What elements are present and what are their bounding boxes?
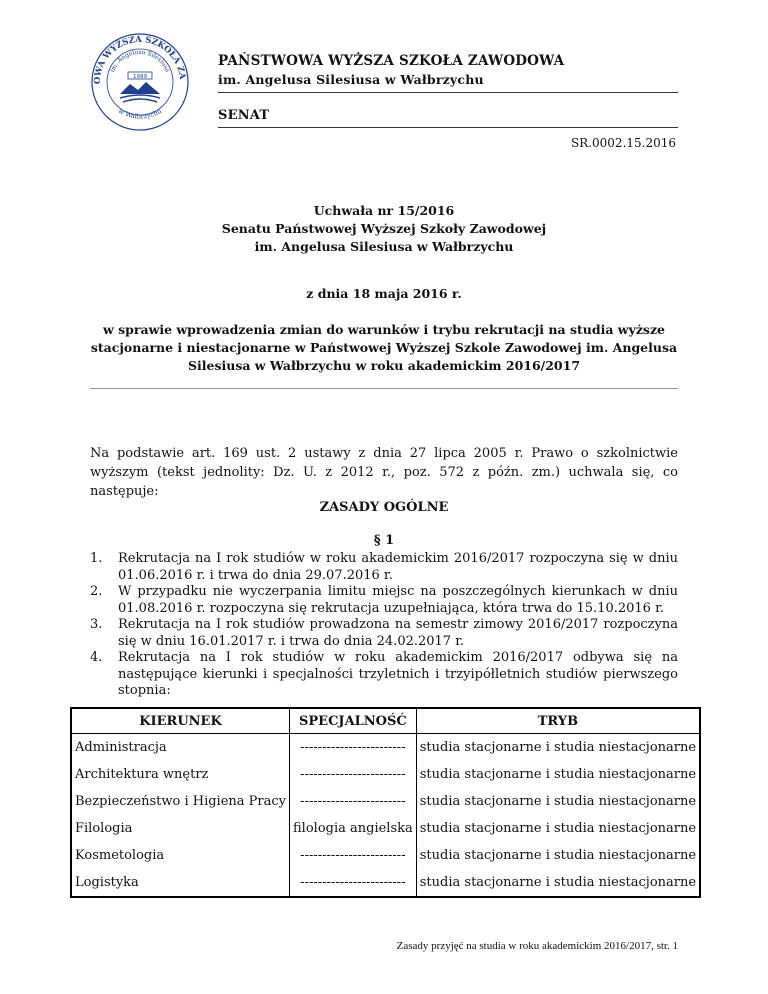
list-item-text: Rekrutacja na I rok studiów prowadzona na semestr zimowy 2016/2017 rozpoczyna się w dniu 16.01.2017 r. i trwa do dnia 24.02.2017 r. <box>118 617 678 649</box>
rules-list <box>90 551 678 700</box>
cell-kierunek: Architektura wnętrz <box>71 761 290 788</box>
list-item-text: W przypadku nie wyczerpania limitu miejsc na poszczególnych kierunkach w dniu 01.08.2016 r. rozpoczyna się rekrutacja uzupełniająca, która trwa do 15.10.2016 r. <box>118 584 678 616</box>
section-title: ZASADY OGÓLNE <box>319 500 449 515</box>
logo-year: 1999 <box>133 74 147 80</box>
page-footer: Zasady przyjęć na studia w roku akademickim 2016/2017, str. 1 <box>396 940 678 952</box>
logo-inner-text: im. Angelusa Silesiusa <box>108 48 172 74</box>
cell-specjalnosc: ------------------------ <box>290 842 417 869</box>
table-row <box>71 788 700 815</box>
cell-tryb: studia stacjonarne i studia niestacjonarne <box>416 761 700 788</box>
svg-text:w Wałbrzychu <box>117 107 163 121</box>
header-divider <box>218 92 678 93</box>
school-logo <box>90 32 190 132</box>
table-row <box>71 815 700 842</box>
programs-table <box>70 707 701 898</box>
resolution-title: Uchwała nr 15/2016 <box>313 203 455 218</box>
cell-kierunek: Bezpieczeństwo i Higiena Pracy <box>71 788 290 815</box>
logo-outer-text: OWA WYŻSZA SZKOŁA ZA <box>92 34 187 85</box>
senat-divider <box>218 127 678 128</box>
school-patron: im. Angelusa Silesiusa w Wałbrzychu <box>218 72 484 87</box>
table-row <box>71 761 700 788</box>
resolution-subject-line2: stacjonarne i niestacjonarne w Państwowej Wyższej Szkole Zawodowej im. Angelusa <box>90 340 678 355</box>
cell-kierunek: Kosmetologia <box>71 842 290 869</box>
resolution-issuer-line2: im. Angelusa Silesiusa w Wałbrzychu <box>254 239 514 254</box>
svg-text:im. Angelusa Silesiusa <box>109 49 171 74</box>
cell-tryb: studia stacjonarne i studia niestacjonarne <box>416 734 700 762</box>
cell-specjalnosc: filologia angielska <box>290 815 417 842</box>
resolution-subject-line3: Silesiusa w Wałbrzychu w roku akademickim 2016/2017 <box>187 358 581 373</box>
logo-bottom-text: w Wałbrzychu <box>117 106 163 121</box>
resolution-issuer-line1: Senatu Państwowej Wyższej Szkoły Zawodowej <box>221 221 547 236</box>
resolution-subject-line1: w sprawie wprowadzenia zmian do warunków i trybu rekrutacji na studia wyższe <box>103 322 665 337</box>
list-item-text: Rekrutacja na I rok studiów w roku akademickim 2016/2017 odbywa się na następujące kierunki i specjalności trzyletnich i trzyipółletnich studiów pierwszego stopnia: <box>118 650 678 698</box>
table-header-row <box>71 708 700 734</box>
table-row <box>71 734 700 762</box>
cell-kierunek: Administracja <box>71 734 290 762</box>
list-item-number: 3. <box>90 617 103 632</box>
list-item-number: 4. <box>90 650 103 665</box>
list-item-text: Rekrutacja na I rok studiów w roku akademickim 2016/2017 rozpoczyna się w dniu 01.06.2016 r. i trwa do dnia 29.07.2016 r. <box>118 551 678 583</box>
table-row <box>71 842 700 869</box>
table-row <box>71 869 700 897</box>
column-header-kierunek: KIERUNEK <box>71 708 290 734</box>
cell-specjalnosc: ------------------------ <box>290 788 417 815</box>
cell-kierunek: Logistyka <box>71 869 290 897</box>
cell-specjalnosc: ------------------------ <box>290 761 417 788</box>
cell-specjalnosc: ------------------------ <box>290 734 417 762</box>
intro-paragraph: Na podstawie art. 169 ust. 2 ustawy z dnia 27 lipca 2005 r. Prawo o szkolnictwie wyższym (tekst jednolity: Dz. U. z 2012 r., poz. 572 z późn. zm.) uchwala się, co następuje: <box>90 446 678 499</box>
senat-label: SENAT <box>218 108 270 123</box>
cell-tryb: studia stacjonarne i studia niestacjonarne <box>416 842 700 869</box>
resolution-date: z dnia 18 maja 2016 r. <box>306 286 462 301</box>
cell-tryb: studia stacjonarne i studia niestacjonarne <box>416 788 700 815</box>
reference-number: SR.0002.15.2016 <box>570 136 676 150</box>
column-header-specjalnosc: SPECJALNOŚĆ <box>290 708 417 734</box>
resolution-title-block <box>90 202 678 256</box>
list-item <box>90 551 678 584</box>
paragraph-sign: § 1 <box>373 533 395 548</box>
school-name: PAŃSTWOWA WYŻSZA SZKOŁA ZAWODOWA <box>218 53 565 69</box>
list-item <box>90 650 678 700</box>
list-item <box>90 617 678 650</box>
cell-specjalnosc: ------------------------ <box>290 869 417 897</box>
title-separator <box>90 388 678 389</box>
cell-tryb: studia stacjonarne i studia niestacjonarne <box>416 815 700 842</box>
cell-tryb: studia stacjonarne i studia niestacjonarne <box>416 869 700 897</box>
list-item-number: 2. <box>90 584 103 599</box>
column-header-tryb: TRYB <box>416 708 700 734</box>
resolution-subject <box>90 321 678 375</box>
cell-kierunek: Filologia <box>71 815 290 842</box>
list-item <box>90 584 678 617</box>
list-item-number: 1. <box>90 551 103 566</box>
